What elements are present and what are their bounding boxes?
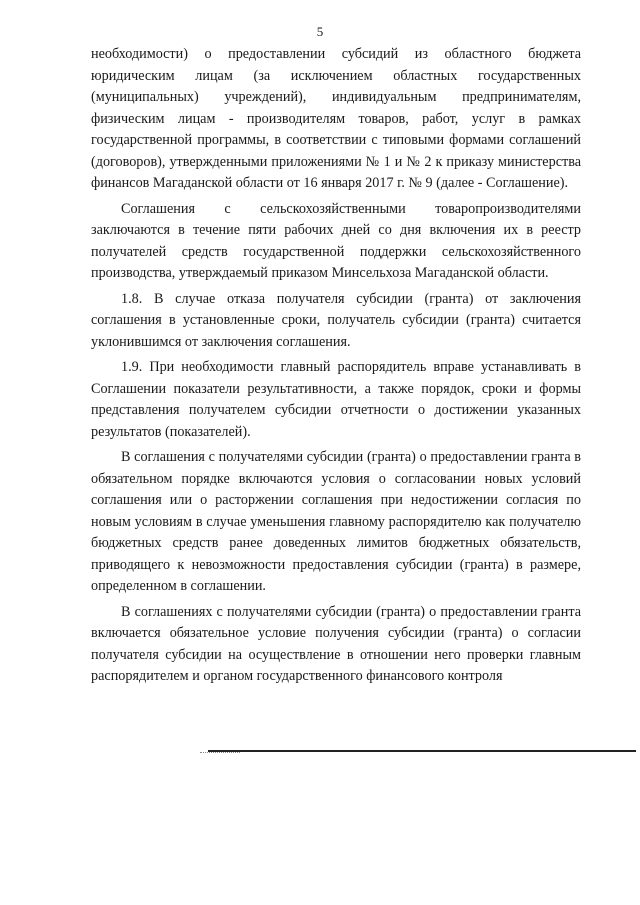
document-body [91,44,581,692]
paragraph-audit-consent: В соглашениях с получателями субсидии (гранта) о предоставлении гранта включается обязательное условие получения субсидии (гранта) о согласии получателя субсидии на осуществление в отношении него проверки главным распорядителем и органом государственного финансового контроля [91,603,581,684]
paragraph-agreements-farmers: Соглашения с сельскохозяйственными товаропроизводителями заключаются в течение пяти рабочих дней со дня включения их в реестр получателей средств государственной поддержки сельскохозяйственного производства, утверждаемый приказом Минсельхоза Магаданской области. [91,200,581,281]
paragraph-continuation: необходимости) о предоставлении субсидий из областного бюджета юридическим лицам (за исключением областных государственных (муниципальных) учреждений), индивидуальным предпринимателям, физическим лицам - производителям товаров, работ, услуг в рамках государственной программы, в соответствии с типовыми формами соглашений (договоров), утвержденными приложениями № 1 и № 2 к приказу министерства финансов Магаданской области от 16 января 2017 г. № 9 (далее - Соглашение). [91,46,581,191]
paragraph-1-8: 1.8. В случае отказа получателя субсидии (гранта) от заключения соглашения в установленные сроки, получатель субсидии (гранта) считается уклонившимся от заключения соглашения. [91,290,581,350]
paragraph-1-9: 1.9. При необходимости главный распорядитель вправе устанавливать в Соглашении показатели результативности, а также порядок, сроки и формы представления получателем субсидии отчетности о достижении указанных результатов (показателей). [91,359,581,440]
footer-rule [208,750,636,752]
page-number: 5 [316,24,324,39]
footer-rule-dotted [200,752,240,753]
paragraph-grant-conditions: В соглашения с получателями субсидии (гранта) о предоставлении гранта в обязательном порядке включаются условия о согласовании новых условий соглашения или о расторжении соглашения при недостижении согласия по новым условиям в случае уменьшения главному распорядителю как получателю бюджетных средств ранее доведенных лимитов бюджетных обязательств, приводящего к невозможности предоставления субсидии (гранта) в размере, определенном в соглашении. [91,449,581,594]
